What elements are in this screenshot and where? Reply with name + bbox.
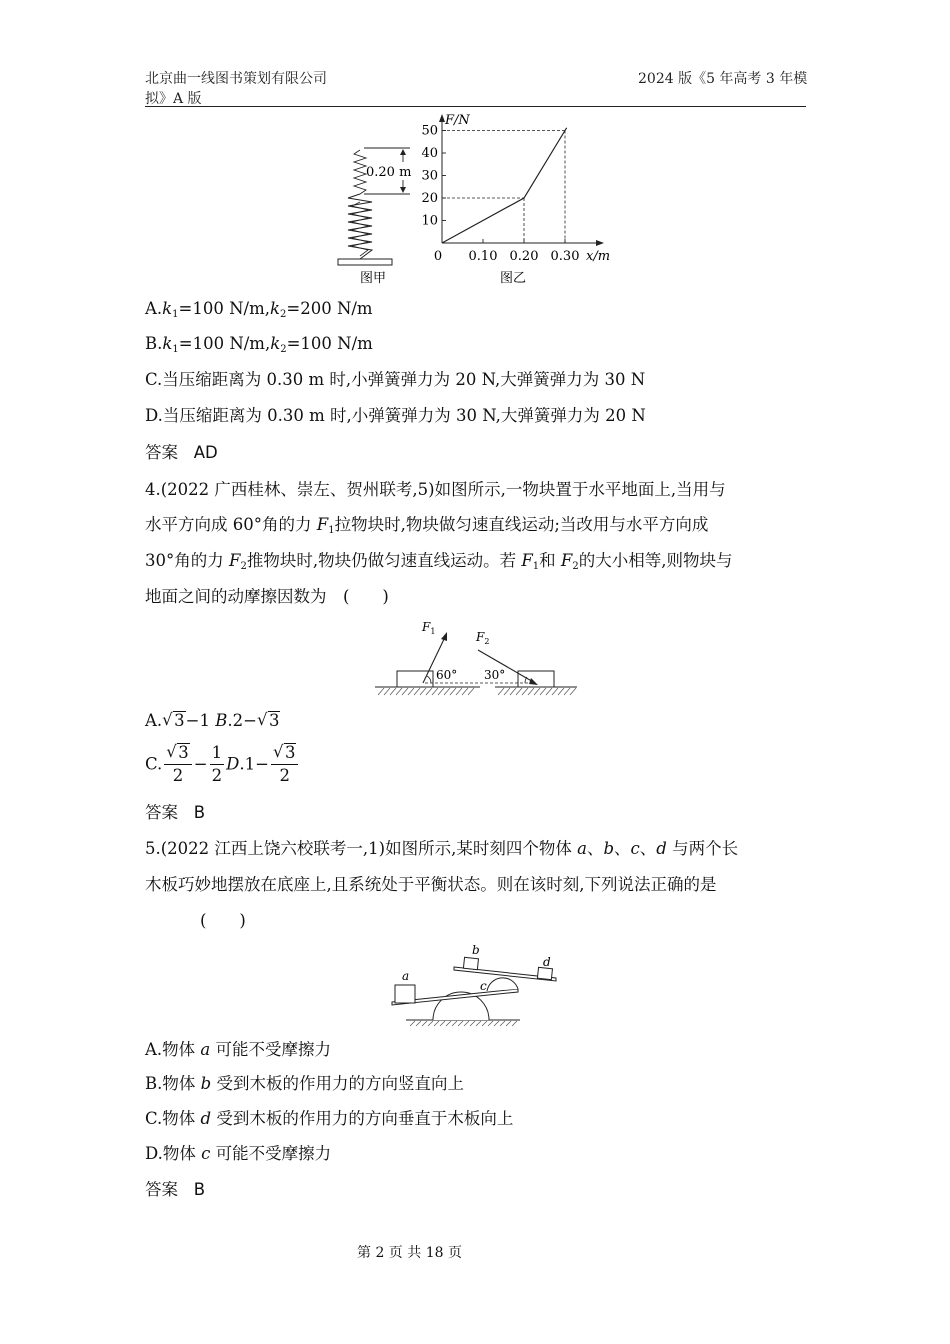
q3-option-b[interactable]: $B.k_1=100$ $N/m,k_2=100$ N/m [145,334,373,355]
seesaw-figure [388,938,568,1028]
q5-option-b[interactable]: B.物体 b 受到木板的作用力的方向竖直向上 [145,1074,464,1093]
q4-options-ab[interactable]: A. √ 3−1 B.2− √ 3 [145,710,280,730]
publisher-name: 北京曲一线图书策划有限公司 [145,71,327,87]
q5-option-c[interactable]: C.物体 d 受到木板的作用力的方向垂直于木板向上 [145,1109,514,1128]
q5-stem-line3: ( ) [200,911,246,930]
page-number: 第 2 页 共 18 页 [357,1245,462,1261]
q4-options-cd[interactable]: C. √ 3 2 − $\frac{1}{2}$ D.1− √ 3 2 [145,742,300,787]
y-tick-label: 10 [421,213,438,229]
f1-label: $F_1$ [422,620,436,636]
spring-length-label: 0.20 m [366,165,412,180]
force-line [442,128,567,243]
label-d: d [543,955,551,969]
spring-figure [330,110,620,290]
y-tick-label: 30 [421,168,438,184]
q3-option-a[interactable]: $A.k_1=100$ $N/m,k_2=200$ N/m [145,299,373,320]
x-tick-label: 0.20 [509,249,539,264]
caption-right: 图乙 [500,271,527,286]
q4-stem-line1: 4.(2022 广西桂林、崇左、贺州联考,5)如图所示,一物块置于水平地面上,当用与 [145,480,726,499]
y-axis-label: F/N [445,113,470,128]
caption-left: 图甲 [360,271,387,286]
label-a: a [402,969,410,983]
q3-option-c[interactable]: C.当压缩距离为 0.30 m 时,小弹簧弹力为 20 N,大弹簧弹力为 30 N [145,370,646,389]
label-c: c [480,979,487,993]
angle-60-label: 60° [436,668,458,682]
block-force-figure [370,615,585,700]
q3-option-d[interactable]: D.当压缩距离为 0.30 m 时,小弹簧弹力为 30 N,大弹簧弹力为 20 N [145,406,646,425]
q4-stem-line4: 地面之间的动摩擦因数为 ( ) [145,587,389,606]
edition-title: 2024 版《5 年高考 3 年模 [638,71,808,87]
q5-stem-line2: 木板巧妙地摆放在底座上,且系统处于平衡状态。则在该时刻,下列说法正确的是 [145,875,717,894]
q4-answer: 答案 B [145,803,206,822]
y-tick-label: 40 [421,146,438,161]
y-tick-label: 20 [421,191,438,206]
q5-answer: 答案 B [145,1180,206,1199]
x-tick-label: 0.10 [468,249,498,264]
q5-option-a[interactable]: A.物体 a 可能不受摩擦力 [145,1040,331,1059]
header-rule [145,106,806,107]
q4-stem-line3: 30°角的力 $F_2$推物块时,物块仍做匀速直线运动。若 $F_1$和 $F_2$的大小相等,则物块与 [145,551,733,572]
y-tick-label: 50 [421,123,438,139]
q5-stem-line1: 5.(2022 江西上饶六校联考一,1)如图所示,某时刻四个物体 a、b、c、d 与两个长 [145,839,739,858]
force-displacement-graph [421,113,610,264]
f2-label: $F_2$ [476,630,490,646]
x-tick-label: 0 [433,249,443,264]
q5-option-d[interactable]: D.物体 c 可能不受摩擦力 [145,1144,332,1163]
x-tick-label: 0.30 [550,249,580,264]
x-axis-label: x/m [586,249,611,264]
publisher-name-cont: 拟》A 版 [145,91,202,107]
q3-answer: 答案 AD [145,443,218,462]
q4-stem-line2: 水平方向成 60°角的力 $F_1$拉物块时,物块做匀速直线运动;当改用与水平方向成 [145,515,709,536]
label-b: b [472,943,480,957]
angle-30-label: 30° [484,668,506,682]
